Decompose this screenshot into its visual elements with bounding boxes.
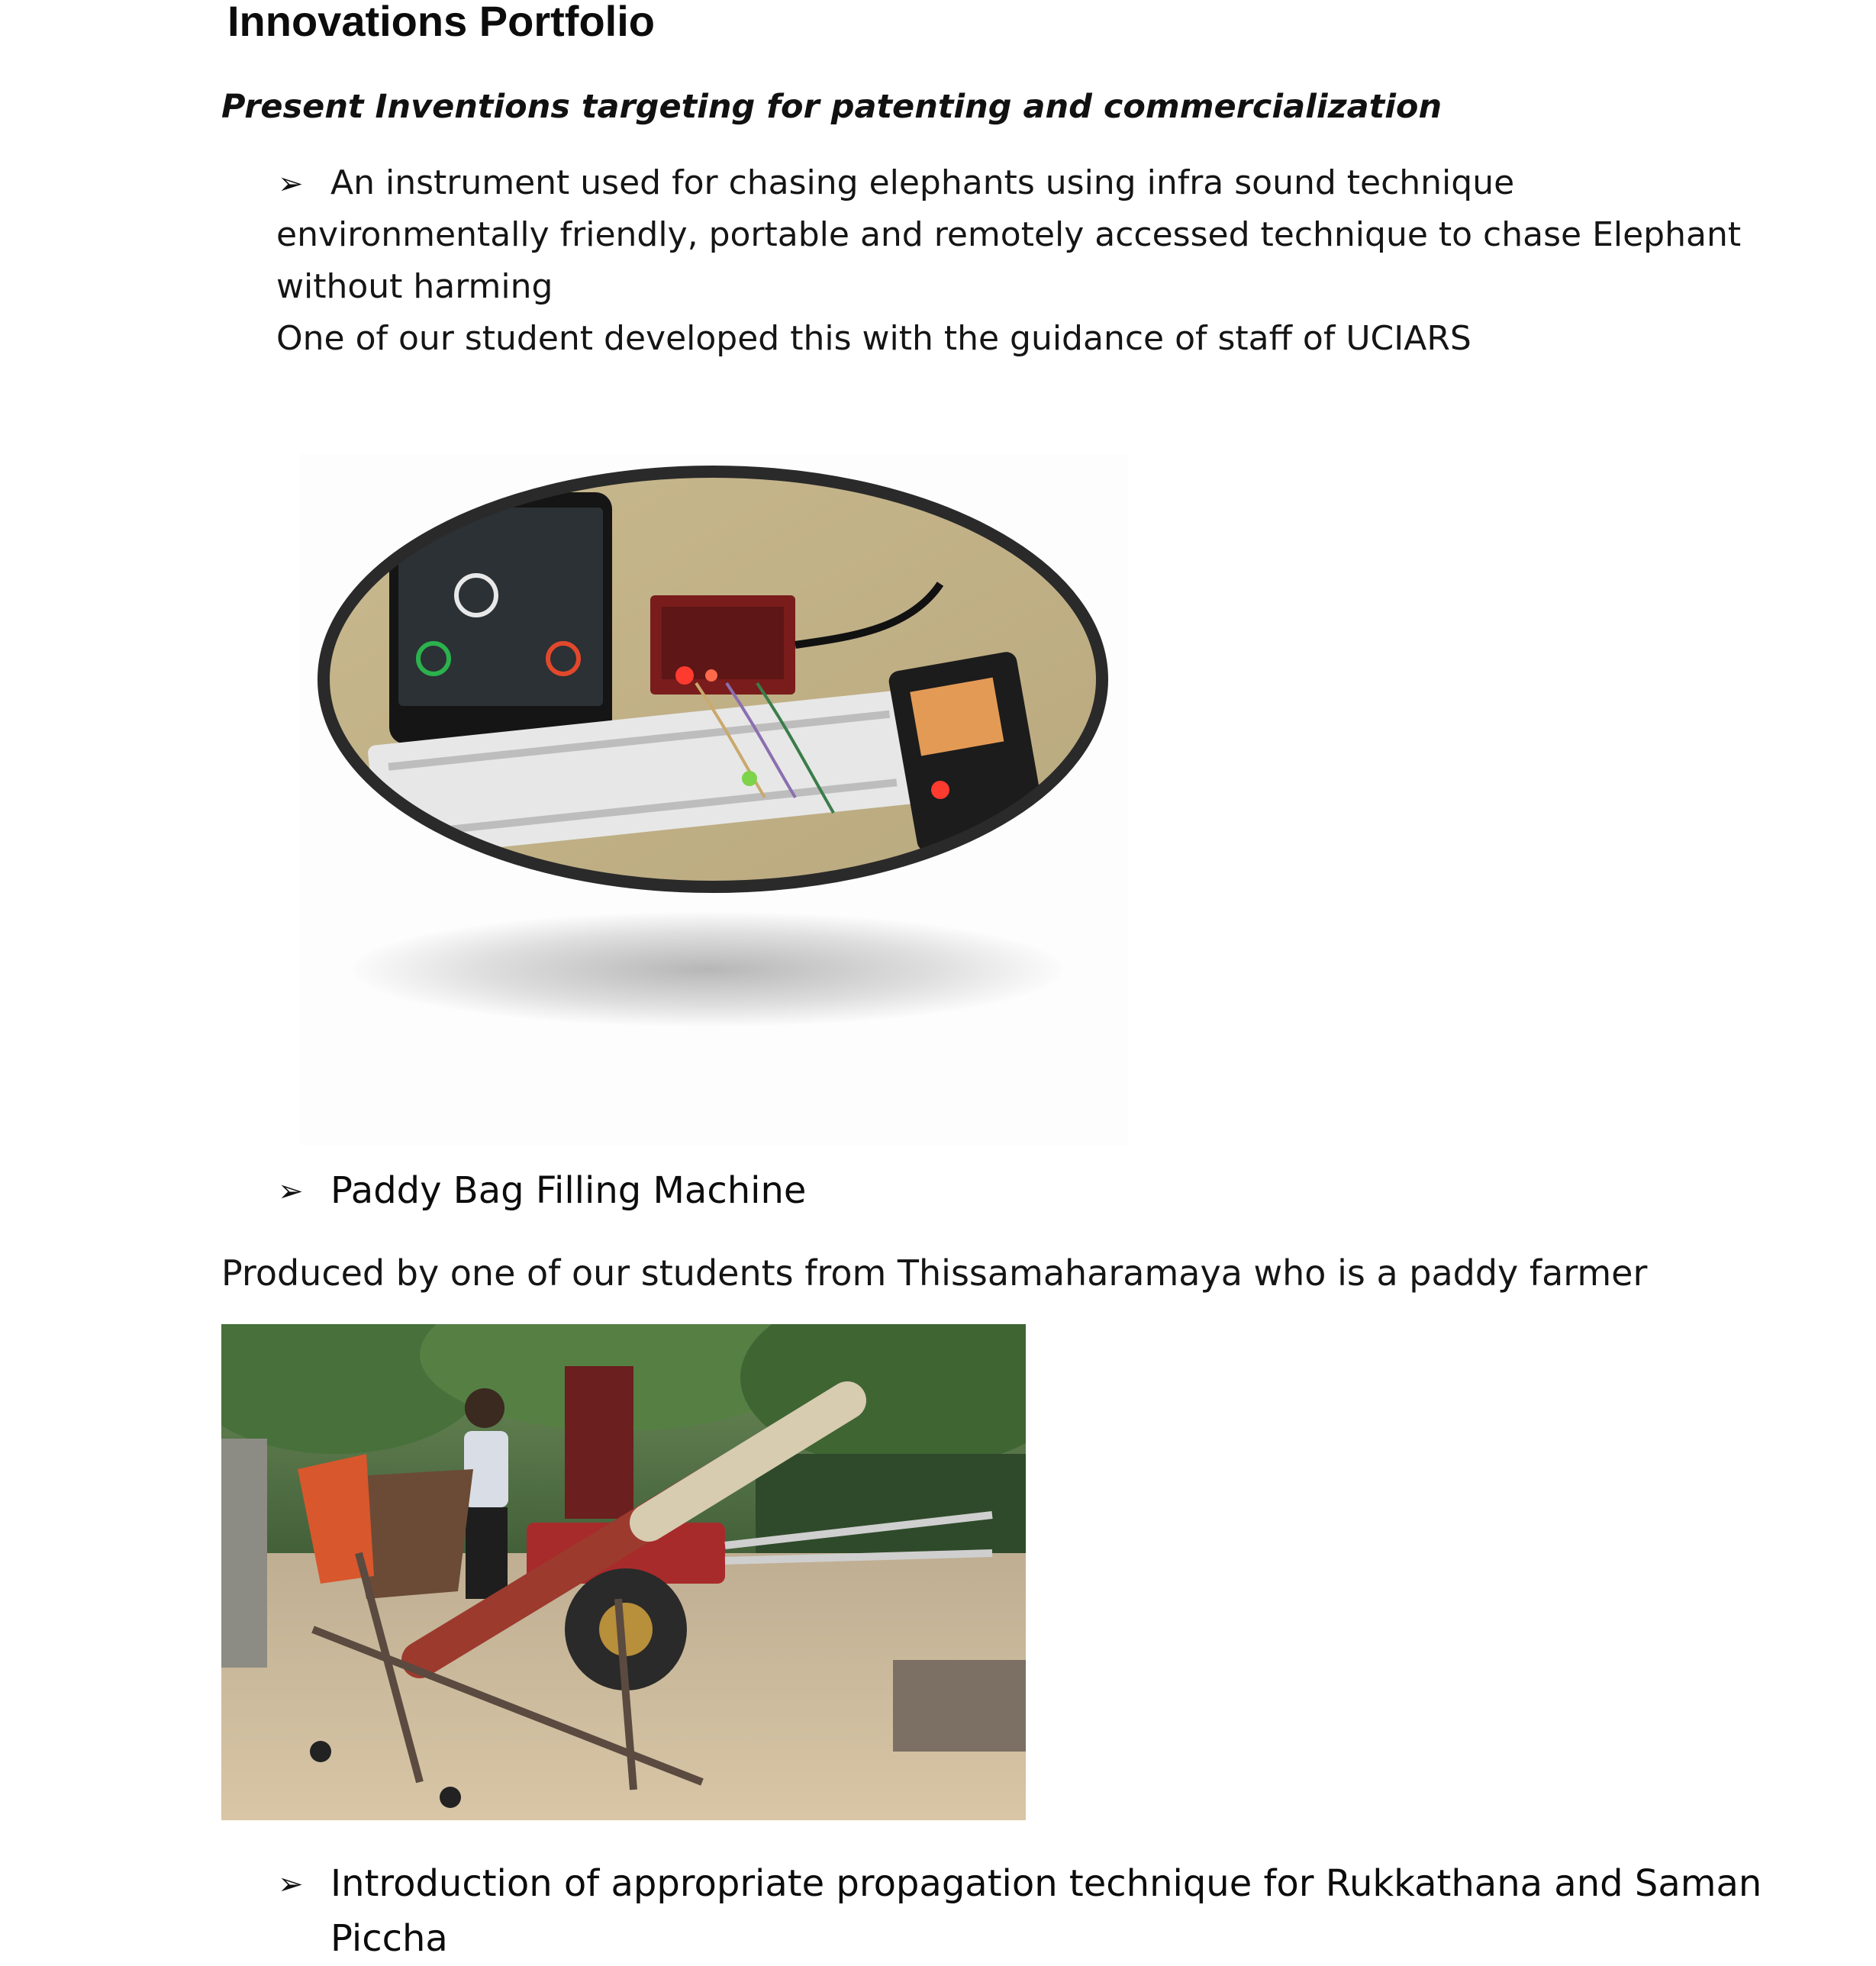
invention1-line1: An instrument used for chasing elephants using infra sound technique: [330, 163, 1515, 202]
bullet-arrow-icon: ➢: [278, 1867, 304, 1902]
paddy-bag-filling-machine-photo: [221, 1324, 1026, 1820]
invention1-line4: One of our student developed this with the guidance of staff of UCIARS: [276, 319, 1471, 358]
section-subtitle: Present Inventions targeting for patenting and commercialization: [221, 88, 1442, 126]
invention1-line2: environmentally friendly, portable and remotely accessed technique to chase Elephant: [276, 215, 1742, 254]
invention2-heading: Paddy Bag Filling Machine: [330, 1169, 807, 1212]
elephant-chaser-device-photo: [299, 454, 1127, 1145]
signboard: [565, 1366, 633, 1519]
invention1-line3: without harming: [276, 267, 553, 306]
device-illustration: [299, 454, 1127, 1145]
bullet-arrow-icon: ➢: [278, 1174, 304, 1209]
invention2-description: Produced by one of our students from Thissamaharamaya who is a paddy farmer: [221, 1252, 1648, 1294]
invention3-heading-line2: Piccha: [330, 1917, 448, 1960]
invention3-heading-line1: Introduction of appropriate propagation technique for Rukkathana and Saman: [330, 1862, 1762, 1905]
bullet-arrow-icon: ➢: [278, 166, 304, 201]
page-title: Innovations Portfolio: [227, 0, 655, 45]
machine-illustration: [221, 1324, 1026, 1820]
